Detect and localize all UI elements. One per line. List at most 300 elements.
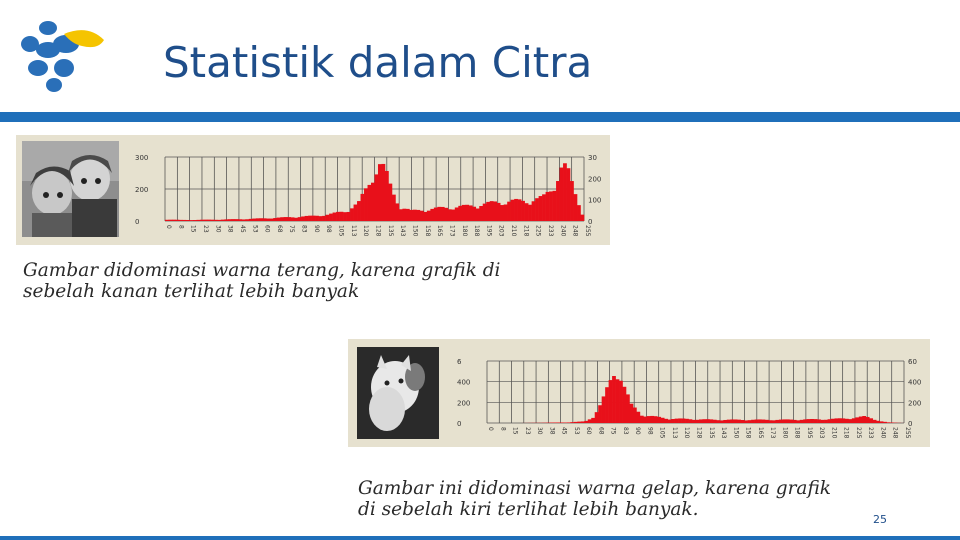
x-tick-label: 90 bbox=[312, 225, 320, 233]
histogram-bar bbox=[633, 408, 637, 423]
histogram-bar bbox=[368, 185, 372, 221]
histogram-bar bbox=[437, 207, 441, 221]
histogram-bar bbox=[577, 422, 581, 423]
x-tick-label: 68 bbox=[597, 427, 605, 435]
x-tick-label: 255 bbox=[904, 427, 911, 439]
x-tick-label: 165 bbox=[436, 225, 444, 237]
histogram-bar bbox=[793, 420, 797, 423]
histogram-bar bbox=[287, 217, 291, 221]
histogram-bar bbox=[319, 216, 323, 221]
histogram-bar bbox=[560, 422, 564, 423]
histogram-chart-1 bbox=[121, 135, 610, 245]
histogram-bar bbox=[354, 205, 358, 221]
histogram-bar bbox=[751, 420, 755, 423]
histogram-bar bbox=[678, 418, 682, 423]
histogram-bar bbox=[584, 421, 588, 423]
histogram-bar bbox=[845, 419, 849, 423]
x-tick-label: 195 bbox=[805, 427, 813, 439]
x-tick-label: 218 bbox=[842, 427, 850, 439]
histogram-bar bbox=[800, 420, 804, 423]
histogram-bar bbox=[539, 196, 543, 221]
histogram-bar bbox=[765, 420, 769, 423]
histogram-bar bbox=[838, 418, 842, 423]
histogram-bar bbox=[186, 220, 190, 221]
histogram-bar bbox=[525, 203, 529, 221]
histogram-bar bbox=[490, 201, 494, 221]
x-tick-label: 180 bbox=[781, 427, 789, 439]
histogram-bar bbox=[577, 205, 581, 221]
y-tick-label: 200 bbox=[135, 186, 149, 194]
x-tick-label: 180 bbox=[460, 225, 468, 237]
histogram-bar bbox=[636, 412, 640, 423]
x-tick-label: 225 bbox=[534, 225, 542, 237]
histogram-bar bbox=[782, 419, 786, 423]
histogram-bar bbox=[256, 218, 260, 221]
histogram-bar bbox=[224, 219, 228, 221]
histogram-bar bbox=[409, 210, 413, 221]
histogram-bar bbox=[567, 168, 571, 221]
histogram-bar bbox=[803, 419, 807, 423]
histogram-bar bbox=[602, 396, 606, 423]
slide-title: Statistik dalam Citra bbox=[163, 38, 593, 87]
y-tick-label: 200 bbox=[588, 175, 602, 184]
histogram-bar bbox=[755, 420, 759, 423]
histogram-bar bbox=[807, 419, 811, 423]
histogram-bar bbox=[207, 220, 211, 221]
header-accent-bar bbox=[0, 112, 960, 122]
histogram-bar bbox=[692, 420, 696, 423]
histogram-bar bbox=[890, 422, 894, 423]
x-tick-label: 188 bbox=[793, 427, 801, 439]
histogram-bar bbox=[455, 207, 459, 221]
histogram-bar bbox=[385, 171, 389, 221]
histogram-bar bbox=[835, 418, 839, 423]
histogram-bar bbox=[841, 418, 845, 423]
histogram-bar bbox=[263, 218, 267, 221]
histogram-bar bbox=[441, 207, 445, 221]
histogram-bar bbox=[182, 220, 186, 221]
histogram-bar bbox=[616, 379, 620, 423]
histogram-bar bbox=[671, 419, 675, 423]
histogram-bar bbox=[381, 164, 385, 221]
histogram-bar bbox=[172, 220, 176, 221]
x-tick-label: 210 bbox=[510, 225, 518, 237]
histogram-bar bbox=[165, 220, 169, 221]
x-tick-label: 113 bbox=[670, 427, 678, 439]
histogram-bar bbox=[862, 416, 866, 423]
histogram-bar bbox=[343, 212, 347, 221]
histogram-bar bbox=[702, 419, 706, 423]
histogram-bar bbox=[472, 207, 476, 221]
histogram-bar bbox=[887, 422, 891, 423]
histogram-bar bbox=[340, 212, 344, 221]
x-tick-label: 143 bbox=[399, 225, 407, 237]
histogram-bar bbox=[696, 420, 700, 423]
histogram-bar bbox=[598, 405, 602, 423]
histogram-bar bbox=[814, 419, 818, 423]
histogram-bar bbox=[277, 218, 281, 221]
y-tick-label: 200 bbox=[457, 399, 471, 408]
x-tick-label: 240 bbox=[559, 225, 567, 237]
histogram-bar bbox=[546, 192, 550, 221]
histogram-bar bbox=[626, 394, 630, 423]
x-tick-label: 30 bbox=[536, 427, 544, 435]
x-tick-label: 255 bbox=[584, 225, 591, 237]
x-tick-label: 15 bbox=[511, 427, 519, 435]
histogram-bar bbox=[657, 417, 661, 423]
histogram-bar bbox=[528, 205, 532, 221]
anime-girls-grayscale-photo bbox=[22, 141, 119, 237]
histogram-bar bbox=[430, 209, 434, 221]
histogram-bar bbox=[347, 212, 351, 221]
histogram-bar bbox=[333, 213, 337, 221]
x-tick-label: 60 bbox=[263, 225, 271, 233]
histogram-bar bbox=[817, 419, 821, 423]
x-tick-label: 120 bbox=[683, 427, 691, 439]
histogram-bar bbox=[252, 219, 256, 221]
x-tick-label: 173 bbox=[448, 225, 456, 237]
histogram-bar bbox=[869, 418, 873, 423]
histogram-bar bbox=[685, 419, 689, 423]
histogram-bar bbox=[291, 217, 295, 221]
histogram-bar bbox=[294, 218, 298, 221]
histogram-bar bbox=[511, 200, 515, 221]
histogram-bar bbox=[228, 219, 232, 221]
x-tick-label: 128 bbox=[695, 427, 703, 439]
x-tick-label: 105 bbox=[658, 427, 666, 439]
histogram-bar bbox=[402, 209, 406, 221]
x-tick-label: 113 bbox=[349, 225, 357, 237]
histogram-bar bbox=[298, 217, 302, 221]
histogram-bar bbox=[361, 194, 365, 221]
histogram-bar bbox=[682, 419, 686, 423]
histogram-bar bbox=[312, 216, 316, 221]
x-tick-label: 233 bbox=[547, 225, 555, 237]
histogram-bar bbox=[859, 417, 863, 423]
x-tick-label: 38 bbox=[548, 427, 556, 435]
histogram-bar bbox=[357, 201, 361, 221]
histogram-bar bbox=[612, 376, 616, 423]
x-tick-label: 38 bbox=[226, 225, 234, 233]
histogram-bar bbox=[196, 220, 200, 221]
histogram-bar bbox=[734, 419, 738, 423]
x-tick-label: 98 bbox=[325, 225, 333, 233]
histogram-bar bbox=[200, 220, 204, 221]
histogram-bar bbox=[427, 211, 431, 221]
histogram-bar bbox=[786, 419, 790, 423]
histogram-bar bbox=[876, 421, 880, 423]
histogram-bar bbox=[557, 422, 561, 423]
histogram-bar bbox=[716, 420, 720, 423]
histogram-bar bbox=[779, 420, 783, 423]
slide-header bbox=[0, 0, 960, 113]
histogram-bar bbox=[748, 420, 752, 423]
histogram-bar bbox=[880, 421, 884, 423]
histogram-bar bbox=[378, 164, 382, 221]
histogram-bar bbox=[395, 203, 399, 221]
histogram-bar bbox=[873, 420, 877, 423]
histogram-bar bbox=[444, 208, 448, 221]
histogram-bar bbox=[532, 201, 536, 221]
histogram-bar bbox=[336, 212, 340, 221]
x-tick-label: 173 bbox=[769, 427, 777, 439]
histogram-bar bbox=[640, 416, 644, 423]
histogram-bar bbox=[623, 387, 627, 423]
x-tick-label: 135 bbox=[386, 225, 394, 237]
histogram-bar bbox=[723, 420, 727, 423]
x-tick-label: 188 bbox=[473, 225, 481, 237]
histogram-bar bbox=[574, 422, 578, 423]
x-tick-label: 68 bbox=[275, 225, 283, 233]
histogram-bar bbox=[775, 420, 779, 423]
histogram-bar bbox=[629, 404, 633, 423]
histogram-bar bbox=[647, 416, 651, 423]
histogram-bar bbox=[203, 220, 207, 221]
histogram-bar bbox=[713, 420, 717, 423]
histogram-bar bbox=[423, 212, 427, 221]
histogram-bar bbox=[619, 381, 623, 423]
histogram-bar bbox=[643, 417, 647, 423]
x-tick-label: 8 bbox=[177, 225, 185, 229]
histogram-bar bbox=[549, 191, 553, 221]
x-tick-label: 195 bbox=[485, 225, 493, 237]
histogram-bar bbox=[563, 163, 567, 221]
x-tick-label: 30 bbox=[214, 225, 222, 233]
histogram-bar bbox=[350, 208, 354, 221]
y-tick-label: 0 bbox=[135, 218, 140, 226]
histogram-bar bbox=[326, 215, 330, 221]
histogram-bar bbox=[189, 220, 193, 221]
histogram-chart-2 bbox=[443, 339, 930, 447]
histogram-bar bbox=[852, 418, 856, 423]
x-tick-label: 75 bbox=[288, 225, 296, 233]
histogram-bar bbox=[730, 419, 734, 423]
x-tick-label: 105 bbox=[337, 225, 345, 237]
footer-accent-bar bbox=[0, 536, 960, 540]
histogram-bar bbox=[273, 218, 277, 221]
histogram-bar bbox=[305, 216, 309, 221]
y-tick-label: 400 bbox=[908, 378, 922, 387]
histogram-bar bbox=[493, 201, 497, 221]
histogram-bar bbox=[242, 219, 246, 221]
x-tick-label: 165 bbox=[756, 427, 764, 439]
histogram-bar bbox=[270, 219, 274, 221]
x-tick-label: 233 bbox=[867, 427, 875, 439]
histogram-bar bbox=[883, 422, 887, 423]
histogram-bar bbox=[413, 210, 417, 221]
histogram-bar bbox=[535, 198, 539, 221]
histogram-bar bbox=[259, 218, 263, 221]
histogram-bar bbox=[553, 422, 557, 423]
histogram-bar bbox=[848, 419, 852, 423]
caption-line: Gambar ini didominasi warna gelap, karena grafik bbox=[358, 478, 832, 499]
histogram-bar bbox=[581, 421, 585, 423]
histogram-bar bbox=[855, 417, 859, 423]
x-tick-label: 120 bbox=[362, 225, 370, 237]
x-tick-label: 83 bbox=[621, 427, 629, 435]
histogram-bar bbox=[322, 216, 326, 221]
x-tick-label: 0 bbox=[487, 427, 494, 431]
histogram-bar bbox=[689, 419, 693, 423]
x-tick-label: 53 bbox=[251, 225, 259, 233]
x-tick-label: 143 bbox=[720, 427, 728, 439]
x-tick-label: 45 bbox=[238, 225, 246, 233]
x-tick-label: 135 bbox=[707, 427, 715, 439]
y-tick-label: 400 bbox=[457, 378, 471, 387]
histogram-bar bbox=[560, 168, 564, 221]
histogram-bar bbox=[821, 420, 825, 423]
histogram-bar bbox=[465, 205, 469, 221]
histogram-bar bbox=[507, 202, 511, 221]
x-tick-label: 23 bbox=[201, 225, 209, 233]
histogram-bar bbox=[392, 195, 396, 221]
histogram-bar bbox=[500, 205, 504, 221]
histogram-bar bbox=[175, 220, 179, 221]
y-tick-label: 200 bbox=[908, 399, 922, 408]
histogram-bar bbox=[434, 208, 438, 221]
histogram-bar bbox=[238, 219, 242, 221]
flower-logo-icon bbox=[16, 16, 106, 96]
histogram-bar bbox=[796, 420, 800, 423]
histogram-bar bbox=[866, 417, 870, 423]
x-tick-label: 23 bbox=[523, 427, 531, 435]
histogram-bar bbox=[179, 220, 183, 221]
histogram-bar bbox=[375, 174, 379, 221]
histogram-bar bbox=[448, 209, 452, 221]
histogram-bar bbox=[483, 204, 487, 221]
x-tick-label: 45 bbox=[560, 427, 568, 435]
histogram-bar bbox=[828, 419, 832, 423]
x-tick-label: 240 bbox=[879, 427, 887, 439]
x-tick-label: 158 bbox=[744, 427, 752, 439]
histogram-bar bbox=[581, 215, 585, 221]
histogram-bar bbox=[301, 216, 305, 221]
histogram-bar bbox=[388, 184, 392, 221]
x-tick-label: 128 bbox=[374, 225, 382, 237]
histogram-bar bbox=[249, 219, 253, 221]
histogram-bar bbox=[479, 206, 483, 221]
histogram-bar bbox=[831, 419, 835, 423]
histogram-bar bbox=[675, 419, 679, 423]
histogram-bar bbox=[664, 419, 668, 423]
histogram-bar bbox=[217, 220, 221, 221]
x-tick-label: 248 bbox=[891, 427, 899, 439]
histogram-bar bbox=[231, 219, 235, 221]
x-tick-label: 158 bbox=[423, 225, 431, 237]
histogram-bar bbox=[420, 211, 424, 221]
histogram-bar bbox=[284, 217, 288, 221]
histogram-bar bbox=[364, 188, 368, 221]
x-tick-label: 83 bbox=[300, 225, 308, 233]
histogram-bar bbox=[245, 219, 249, 221]
histogram-bar bbox=[574, 194, 578, 221]
y-tick-label: 6 bbox=[457, 358, 462, 366]
histogram-bar bbox=[168, 220, 172, 221]
kitten-grayscale-photo bbox=[357, 347, 439, 439]
histogram-bar bbox=[772, 420, 776, 423]
histogram-bar bbox=[706, 419, 710, 423]
histogram-bar bbox=[810, 419, 814, 423]
histogram-bar bbox=[668, 420, 672, 423]
x-tick-label: 8 bbox=[499, 427, 507, 431]
histogram-bar bbox=[758, 419, 762, 423]
histogram-bar bbox=[462, 205, 466, 221]
histogram-bar bbox=[371, 183, 375, 221]
histogram-bar bbox=[486, 202, 490, 221]
figure-panel-bright bbox=[16, 135, 610, 245]
histogram-bar bbox=[762, 420, 766, 423]
x-tick-label: 150 bbox=[411, 225, 419, 237]
histogram-bar bbox=[214, 220, 218, 221]
page-number: 25 bbox=[873, 513, 887, 526]
histogram-bar bbox=[605, 387, 609, 423]
histogram-bar bbox=[504, 204, 508, 221]
histogram-bar bbox=[570, 181, 574, 221]
histogram-bar bbox=[542, 194, 546, 221]
histogram-bar bbox=[266, 219, 270, 221]
histogram-bar bbox=[329, 214, 333, 221]
histogram-bar bbox=[315, 216, 319, 221]
histogram-bar bbox=[609, 380, 613, 423]
x-tick-label: 0 bbox=[165, 225, 172, 229]
histogram-bar bbox=[210, 220, 214, 221]
histogram-bar bbox=[768, 420, 772, 423]
y-tick-label: 60 bbox=[908, 358, 917, 366]
histogram-bar bbox=[595, 412, 599, 423]
histogram-bar bbox=[591, 418, 595, 423]
histogram-bar bbox=[588, 419, 592, 423]
histogram-bar bbox=[699, 419, 703, 423]
caption-line: di sebelah kiri terlihat lebih banyak. bbox=[358, 499, 699, 520]
histogram-bar bbox=[709, 419, 713, 423]
x-tick-label: 53 bbox=[572, 427, 580, 435]
x-tick-label: 210 bbox=[830, 427, 838, 439]
histogram-bar bbox=[521, 201, 525, 221]
figure-panel-dark bbox=[348, 339, 930, 447]
histogram-bar bbox=[789, 420, 793, 423]
histogram-bar bbox=[661, 418, 665, 423]
histogram-bar bbox=[416, 210, 420, 221]
x-tick-label: 15 bbox=[189, 225, 197, 233]
x-tick-label: 225 bbox=[854, 427, 862, 439]
x-tick-label: 60 bbox=[585, 427, 593, 435]
caption-line: sebelah kanan terlihat lebih banyak bbox=[23, 281, 360, 302]
histogram-bar bbox=[824, 420, 828, 423]
histogram-bar bbox=[556, 181, 560, 221]
histogram-bar bbox=[654, 416, 658, 423]
histogram-bar bbox=[458, 206, 462, 221]
histogram-bar bbox=[451, 210, 455, 221]
histogram-bar bbox=[553, 191, 557, 221]
histogram-bar bbox=[737, 420, 741, 423]
y-tick-label: 100 bbox=[588, 196, 602, 205]
y-tick-label: 0 bbox=[588, 218, 593, 226]
histogram-bar bbox=[221, 220, 225, 221]
histogram-bar bbox=[280, 217, 284, 221]
x-tick-label: 98 bbox=[646, 427, 654, 435]
histogram-bar bbox=[567, 422, 571, 423]
histogram-bar bbox=[650, 416, 654, 423]
x-tick-label: 203 bbox=[818, 427, 826, 439]
caption-bright-image bbox=[23, 260, 500, 302]
histogram-bar bbox=[741, 420, 745, 423]
caption-line: Gambar didominasi warna terang, karena grafik di bbox=[23, 260, 501, 281]
histogram-bar bbox=[497, 203, 501, 221]
histogram-bar bbox=[469, 205, 473, 221]
y-tick-label: 0 bbox=[908, 420, 913, 428]
x-tick-label: 203 bbox=[497, 225, 505, 237]
x-tick-label: 218 bbox=[522, 225, 530, 237]
